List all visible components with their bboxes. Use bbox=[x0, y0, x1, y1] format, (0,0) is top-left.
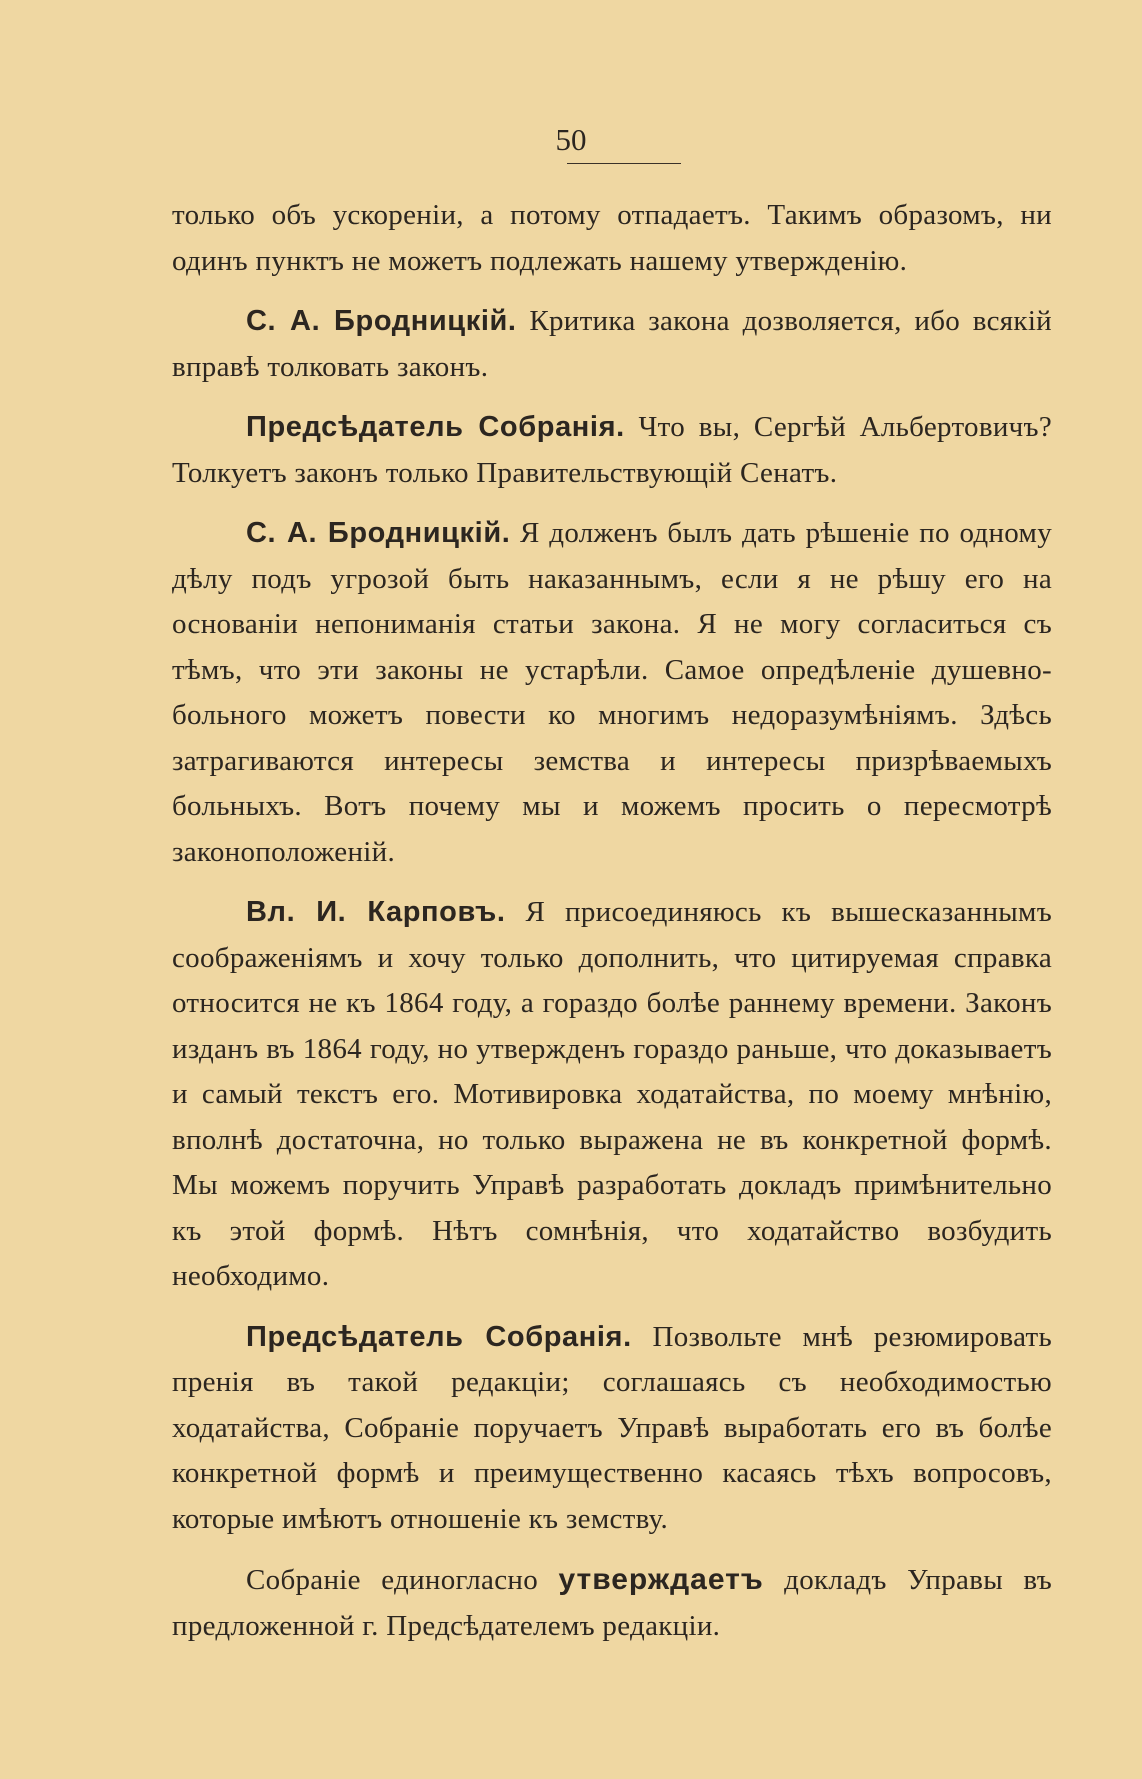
paragraph-chairman-2 bbox=[172, 1315, 1052, 1543]
document-body bbox=[172, 193, 1052, 1664]
resolution-text-after: докладъ Управы въ предложенной г. Предсѣдателемъ редакціи. bbox=[172, 1564, 1052, 1642]
paragraph-chairman-1 bbox=[172, 405, 1052, 496]
resolution-text-before: Собраніе единогласно bbox=[246, 1564, 559, 1596]
speaker-name: С. А. Бродницкій. bbox=[246, 517, 511, 549]
paragraph-continuation bbox=[172, 193, 1052, 284]
resolution-emphasis: утверждаетъ bbox=[558, 1563, 764, 1596]
paragraph-brodnitsky-2 bbox=[172, 511, 1052, 875]
paragraph-resolution bbox=[172, 1557, 1052, 1649]
paragraph-text: Я присоединяюсь къ вышесказаннымъ соображеніямъ и хочу только дополнить, что цитируемая справка относится не къ 1864 году, а гораздо болѣе раннему времени. Законъ изданъ въ 1864 году, но утвержденъ гораздо раньше, что доказываетъ и самый текстъ его. Мотивировка ходатайства, по моему мнѣнію, вполнѣ достаточна, но только выражена не въ конкретной формѣ. Мы можемъ поручить Управѣ разработать докладъ примѣнительно къ этой формѣ. Нѣтъ сомнѣнія, что ходатайство возбудить необходимо. bbox=[172, 896, 1052, 1292]
page-number-rule bbox=[567, 163, 681, 164]
speaker-name: Предсѣдатель Собранія. bbox=[246, 1320, 632, 1353]
speaker-name: Предсѣдатель Собранія. bbox=[246, 411, 625, 443]
speaker-name: Вл. И. Карповъ. bbox=[246, 896, 506, 928]
paragraph-text: Позвольте мнѣ резюмировать пренія въ такой редакціи; соглашаясь съ необходимостью ходатайства, Собраніе поручаетъ Управѣ выработать его въ болѣе конкретной формѣ и преимущественно касаясь тѣхъ вопросовъ, которые имѣютъ отношеніе къ земству. bbox=[172, 1320, 1053, 1535]
page-number: 50 bbox=[555, 122, 587, 157]
paragraph-text: Что вы, Сергѣй Альбертовичъ? Толкуетъ законъ только Правительствующій Сенатъ. bbox=[172, 411, 1053, 489]
paragraph-karpov bbox=[172, 890, 1052, 1300]
speaker-name: С. А. Бродницкій. bbox=[246, 305, 517, 337]
paragraph-text: Я долженъ былъ дать рѣшеніе по одному дѣлу подъ угрозой быть наказаннымъ, если я не рѣшу его на основаніи непониманія статьи закона. Я не могу согласиться съ тѣмъ, что эти законы не устарѣли. Самое опредѣленіе душевно-больного можетъ повести ко многимъ недоразумѣніямъ. Здѣсь затрагиваются интересы земства и интересы призрѣваемыхъ больныхъ. Вотъ почему мы и можемъ просить о пересмотрѣ законоположеній. bbox=[172, 517, 1052, 868]
paragraph-text: Критика закона дозволяется, ибо всякій вправѣ толковать законъ. bbox=[172, 305, 1052, 383]
paragraph-text: только объ ускореніи, а потому отпадаетъ. Такимъ образомъ, ни одинъ пунктъ не можетъ подлежать нашему утвержденію. bbox=[172, 199, 1052, 277]
paragraph-brodnitsky-1 bbox=[172, 299, 1052, 390]
